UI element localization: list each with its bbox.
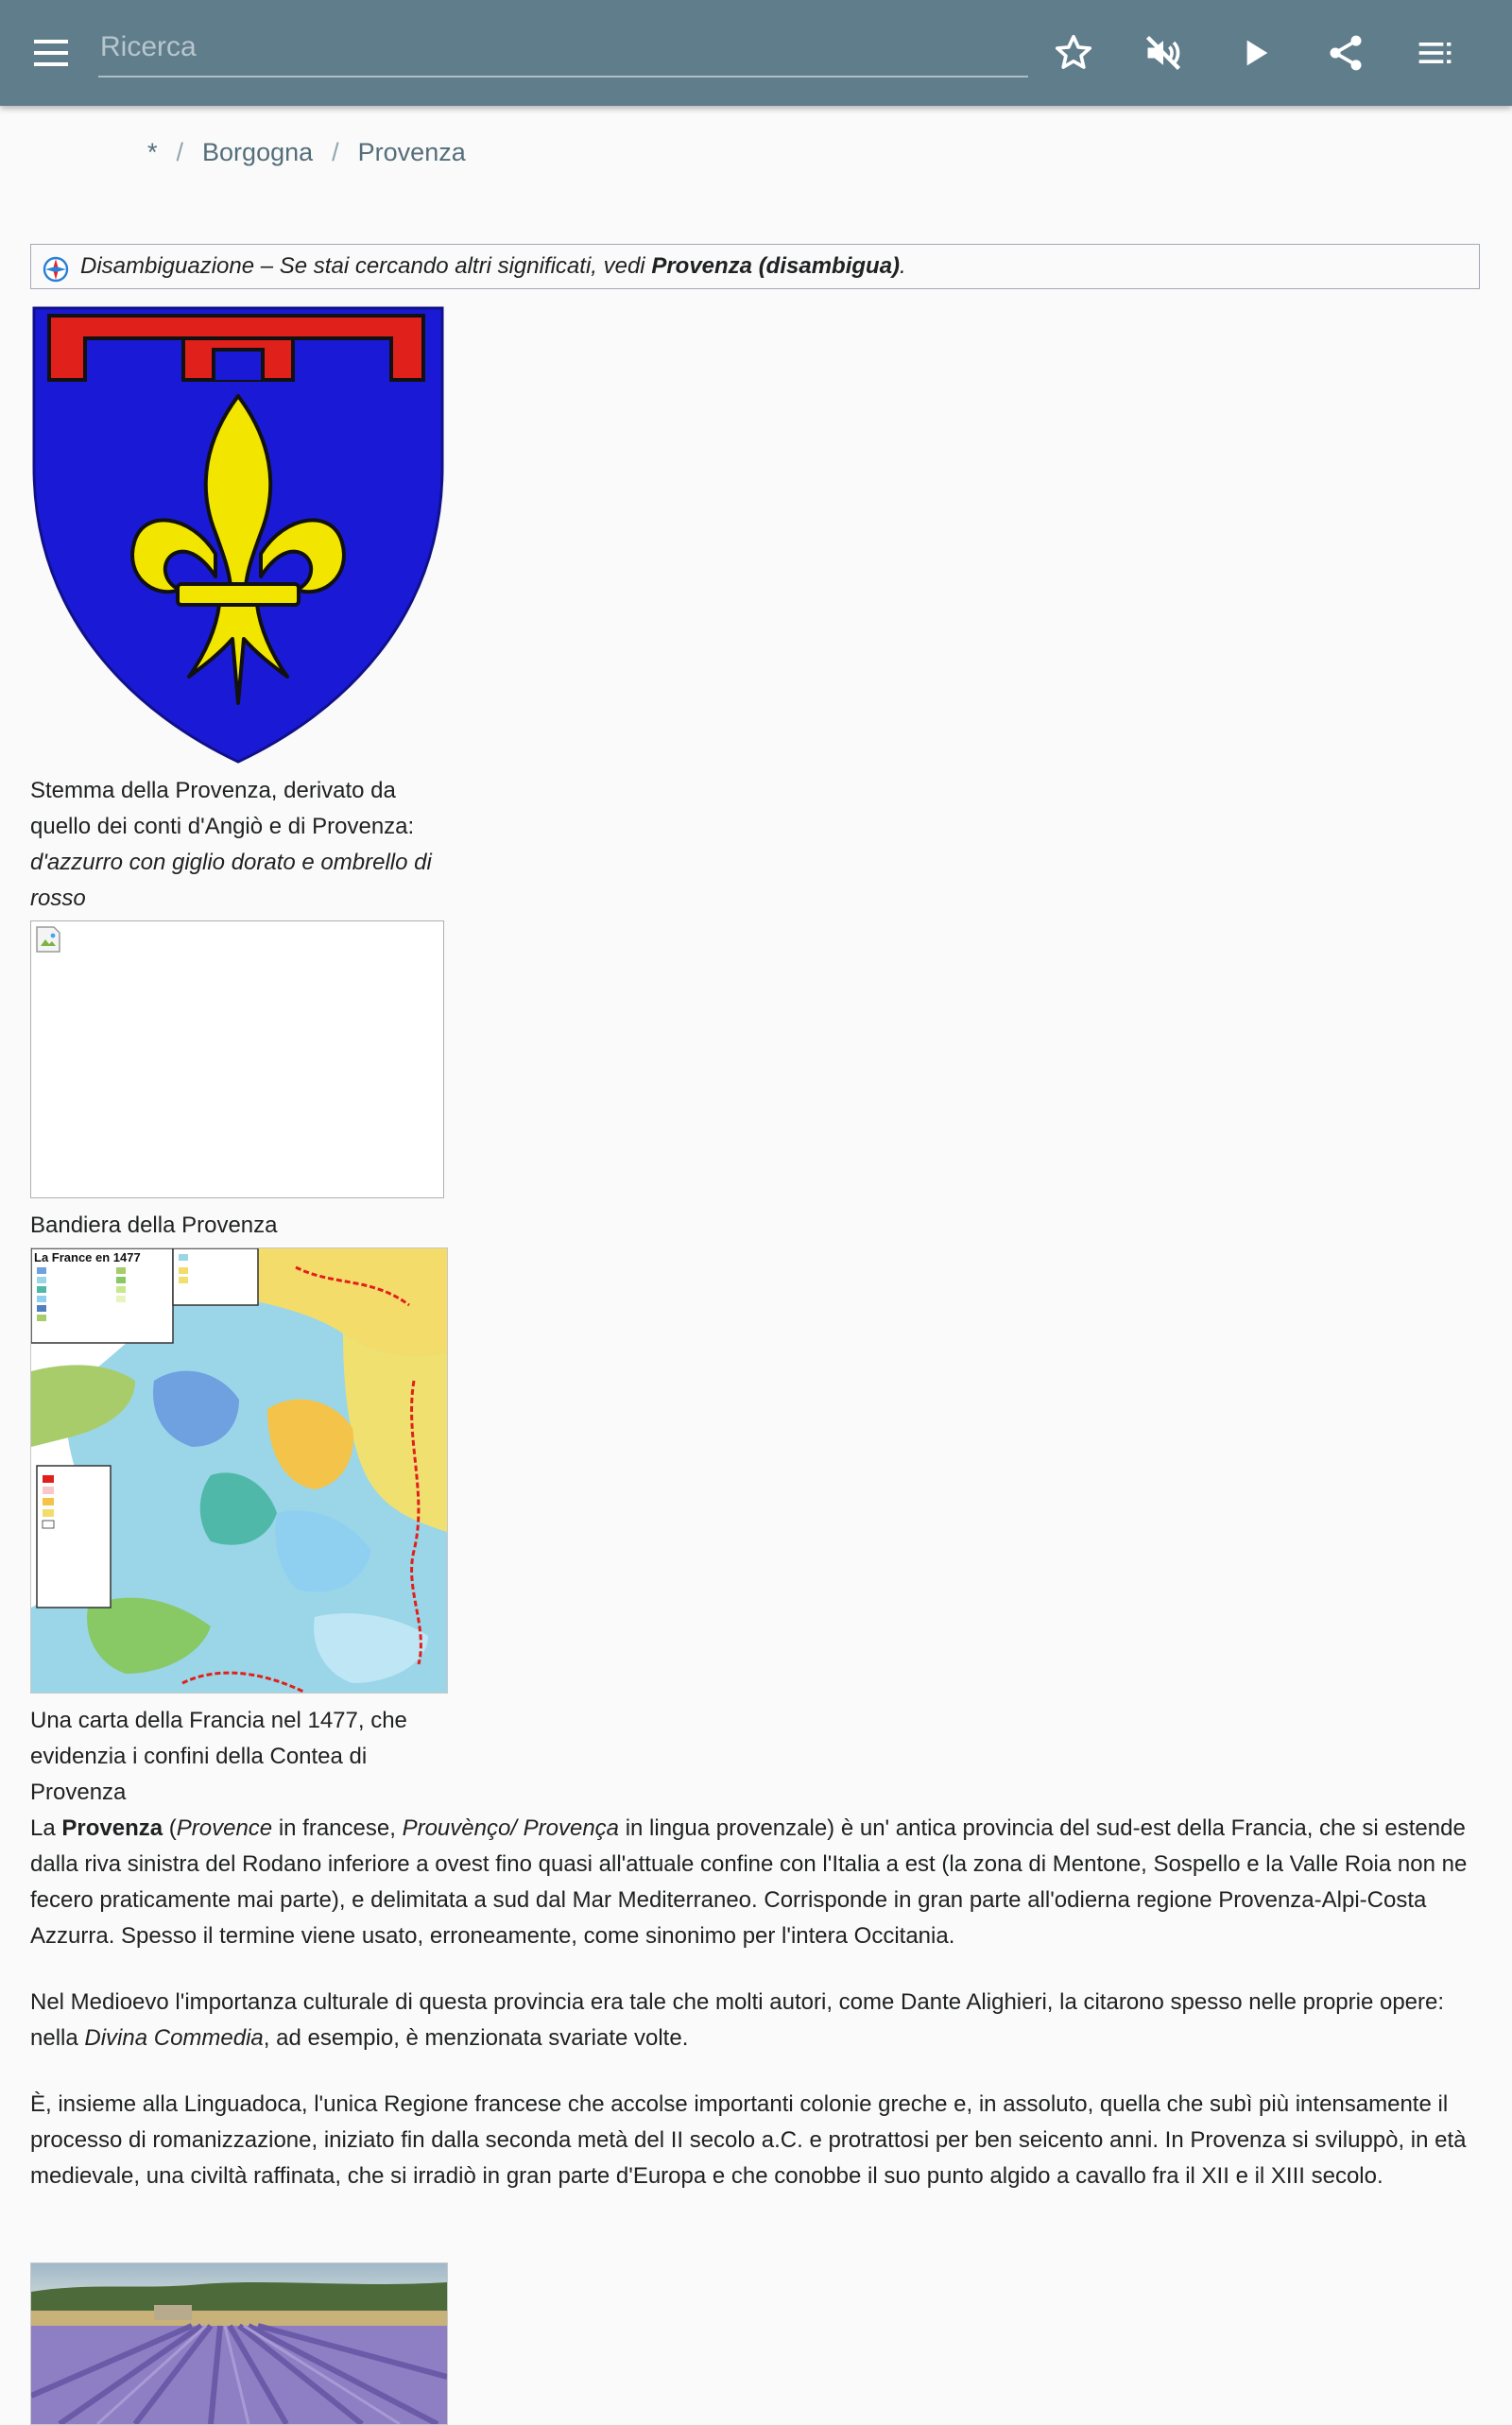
disambiguation-link[interactable]: Provenza (disambigua) (651, 253, 901, 279)
article-body (30, 1811, 1486, 2225)
map-caption: Una carta della Francia nel 1477, che evidenzia i confini della Contea di Provenza (30, 1708, 407, 1805)
app-bar (0, 0, 1512, 106)
search-box (98, 21, 1028, 77)
disambiguation-hatnote: Disambiguazione – Se stai cercando altri significati, vedi Provenza (disambigua). (30, 244, 1480, 289)
star-icon[interactable] (1047, 26, 1100, 79)
menu-icon[interactable] (32, 36, 70, 70)
share-icon[interactable] (1319, 26, 1372, 79)
breadcrumb-borgogna[interactable]: Borgogna (202, 138, 314, 166)
flag-caption: Bandiera della Provenza (30, 1212, 278, 1238)
coat-of-arms-image[interactable] (30, 306, 446, 770)
play-icon[interactable] (1228, 26, 1281, 79)
search-input[interactable] (98, 21, 1028, 74)
disambiguation-icon (41, 250, 71, 305)
paragraph-medieval: Nel Medioevo l'importanza culturale di questa provincia era tale che molti autori, come Dante Alighieri, la citarono spesso nelle proprie opere: nella Divina Commedia, ad esempio, è menzionata svariate volte. (30, 1989, 1445, 2051)
map-title: La France en 1477 (34, 1250, 141, 1264)
paragraph-intro: La Provenza (Provence in francese, Prouvènço/ Provença in lingua provenzale) è un' antica provincia del sud-est della Francia, che si estende dalla riva sinistra del Rodano inferiore a ovest fino quasi all'attuale confine con l'Italia a est (la zona di Mentone, Sospello e la Valle Roia non ne fecero praticamente mai parte), e delimitata a sud dal Mar Mediterraneo. Corrisponde in gran parte all'odierna regione Provenza-Alpi-Costa Azzurra. Spesso il termine viene usato, erroneamente, come sinonimo per l'intera Occitania. (30, 1815, 1468, 1949)
breadcrumb: * / Borgogna / Provenza (147, 138, 466, 166)
lavender-field-image[interactable] (30, 2262, 448, 2425)
coat-of-arms-caption: Stemma della Provenza, derivato da quello dei conti d'Angiò e di Provenza: d'azzurro con giglio dorato e ombrello di rosso (30, 778, 432, 911)
toc-icon[interactable] (1410, 26, 1463, 79)
paragraph-history: È, insieme alla Linguadoca, l'unica Regione francese che accolse importanti colonie greche e, in assoluto, quella che subì più intensamente il processo di romanizzazione, iniziato fin dalla seconda metà del II secolo a.C. e protrattosi per ben seicento anni. In Provenza si sviluppò, in età medievale, una civiltà raffinata, che si irradiò in gran parte d'Europa e che conobbe il suo punto algido a cavallo fra il XII e il XIII secolo. (30, 2091, 1467, 2189)
breadcrumb-provenza[interactable]: Provenza (357, 138, 466, 166)
flag-image[interactable] (30, 920, 444, 1198)
broken-image-icon (35, 925, 61, 954)
france-1477-map[interactable] (30, 1247, 448, 1694)
volume-off-icon[interactable] (1137, 26, 1190, 79)
breadcrumb-root[interactable]: * (147, 138, 158, 166)
